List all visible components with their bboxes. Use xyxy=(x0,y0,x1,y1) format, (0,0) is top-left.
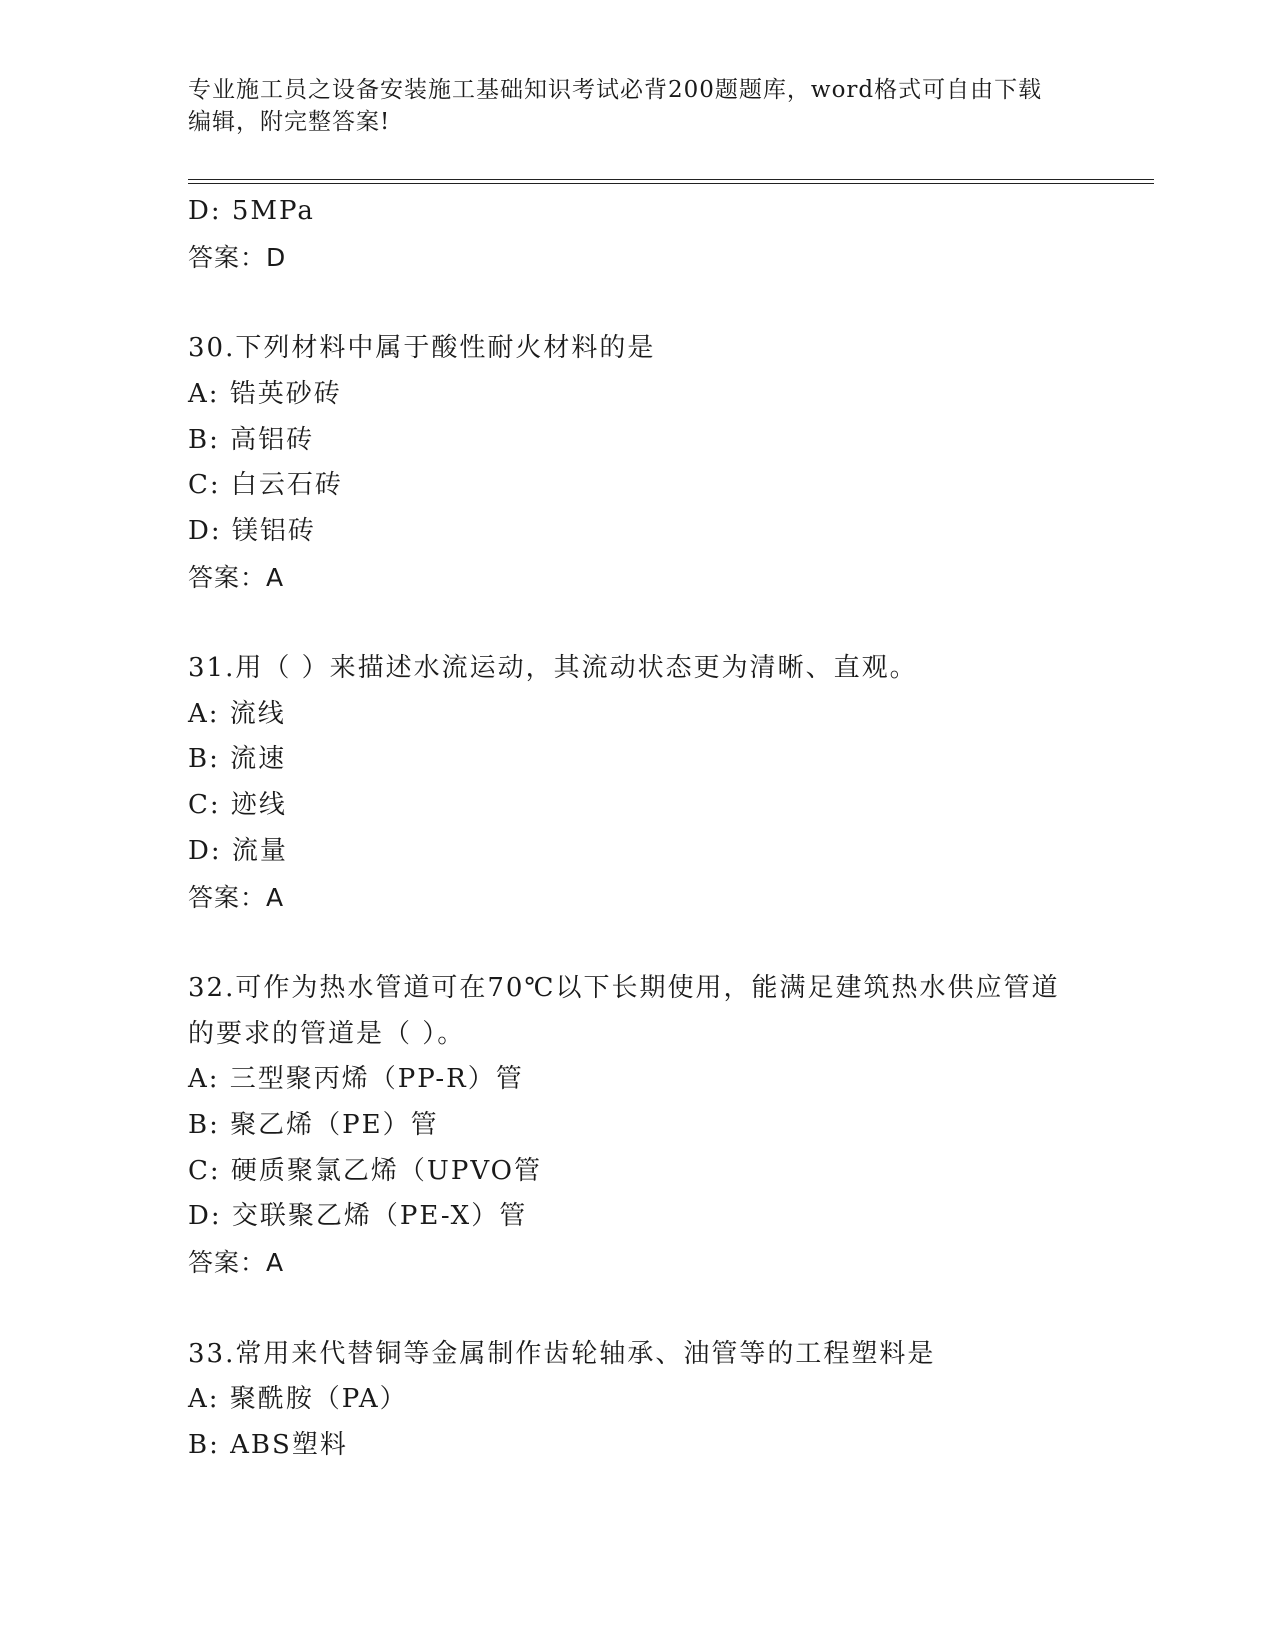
document-body xyxy=(188,189,1088,1469)
question-32-option-d: D: 交联聚乙烯（PE-X）管 xyxy=(188,1201,528,1232)
header-line-2: 编辑，附完整答案! xyxy=(188,109,391,135)
prev-option-d: D: 5MPa xyxy=(188,196,315,226)
question-31-option-b: B: 流速 xyxy=(188,744,287,775)
header-rule-top xyxy=(188,179,1154,180)
prev-answer: 答案：D xyxy=(188,242,287,272)
question-32-option-a: A: 三型聚丙烯（PP-R）管 xyxy=(188,1064,524,1095)
question-31-option-c: C: 迹线 xyxy=(188,790,287,821)
question-33-stem: 33.常用来代替铜等金属制作齿轮轴承、油管等的工程塑料是 xyxy=(188,1338,936,1369)
question-30-answer: 答案：A xyxy=(188,562,285,592)
document-header xyxy=(188,74,1088,138)
question-30-option-b: B: 高铝砖 xyxy=(188,424,315,455)
question-31-stem: 31.用（ ）来描述水流运动，其流动状态更为清晰、直观。 xyxy=(188,653,918,683)
question-32-option-c: C: 硬质聚氯乙烯（UPVO管 xyxy=(188,1155,542,1186)
question-32-stem-line-2: 的要求的管道是（ ）。 xyxy=(188,1018,466,1049)
question-30-option-a: A: 锆英砂砖 xyxy=(188,378,342,409)
question-32-stem-line-1: 32.可作为热水管道可在70℃以下长期使用，能满足建筑热水供应管道 xyxy=(188,972,1060,1003)
question-31-answer: 答案：A xyxy=(188,882,285,912)
header-line-1: 专业施工员之设备安装施工基础知识考试必背200题题库，word格式可自由下载 xyxy=(188,77,1043,103)
question-31-option-d: D: 流量 xyxy=(188,835,288,866)
question-33-option-b: B: ABS塑料 xyxy=(188,1429,348,1460)
header-rule-bottom xyxy=(188,183,1154,184)
question-31-option-a: A: 流线 xyxy=(188,698,286,729)
question-30-option-d: D: 镁铝砖 xyxy=(188,515,316,546)
question-30-option-c: C: 白云石砖 xyxy=(188,470,343,501)
question-32-answer: 答案：A xyxy=(188,1248,285,1278)
question-30-stem: 30.下列材料中属于酸性耐火材料的是 xyxy=(188,333,656,364)
question-33-option-a: A: 聚酰胺（PA） xyxy=(188,1384,408,1415)
question-32-option-b: B: 聚乙烯（PE）管 xyxy=(188,1110,439,1141)
